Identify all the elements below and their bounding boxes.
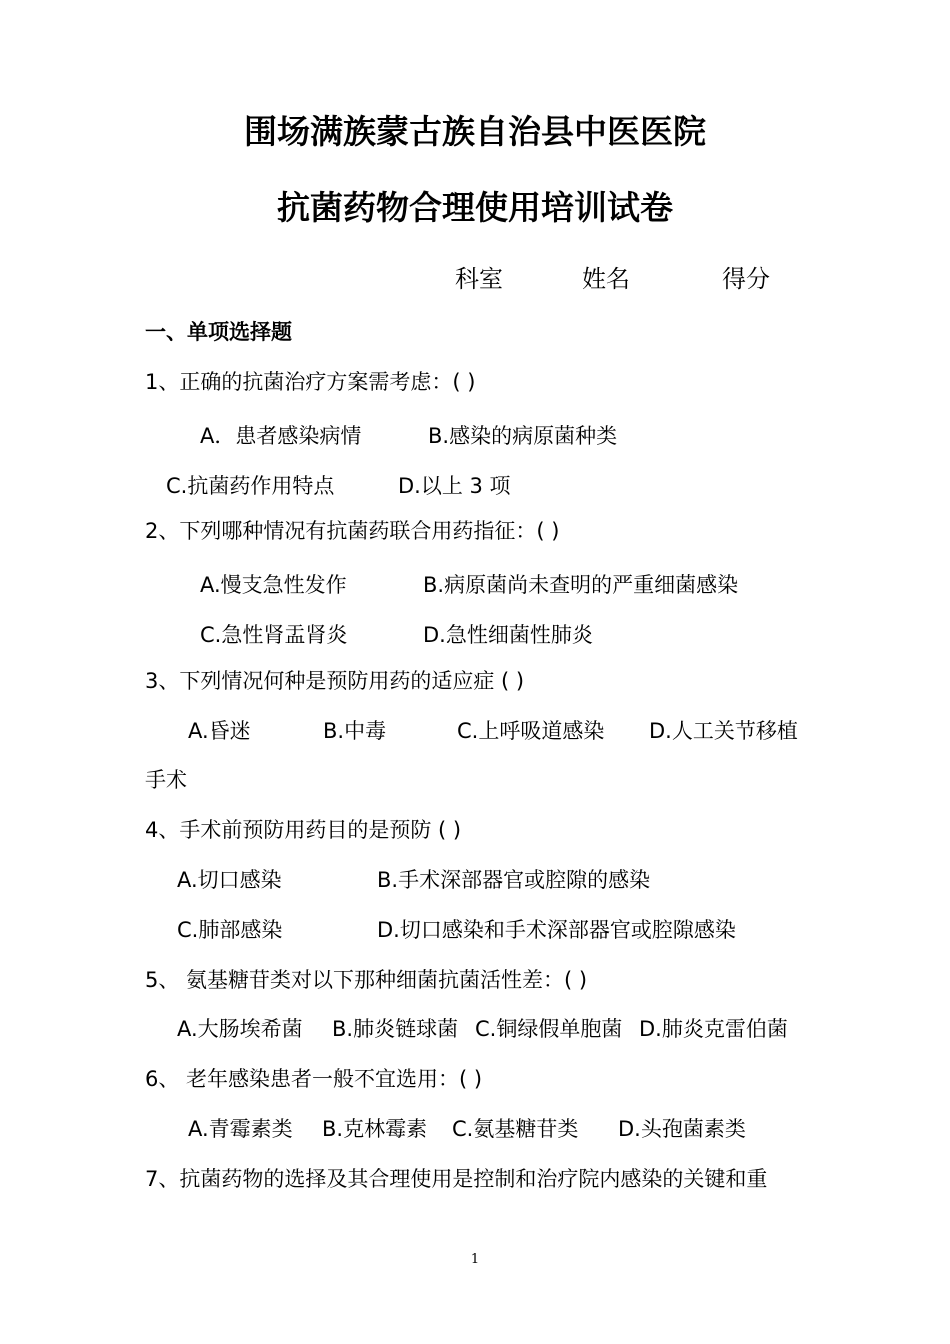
question-5-option-b: B.肺炎链球菌 — [332, 1017, 459, 1041]
question-2-option-a: A.慢支急性发作 — [200, 573, 347, 597]
question-7-stem: 7、抗菌药物的选择及其合理使用是控制和治疗院内感染的关键和重 — [145, 1167, 768, 1191]
question-3-option-d-continued: 手术 — [145, 768, 187, 792]
question-1-option-d: D.以上 3 项 — [398, 474, 511, 498]
question-4-option-c: C.肺部感染 — [177, 918, 283, 942]
question-1-option-c: C.抗菌药作用特点 — [166, 474, 335, 498]
question-5-option-d: D.肺炎克雷伯菌 — [639, 1017, 788, 1041]
department-label: 科室 — [455, 265, 503, 293]
document-title: 围场满族蒙古族自治县中医医院 — [244, 112, 706, 151]
question-3-option-d: D.人工关节移植 — [649, 719, 798, 743]
question-6-option-c: C.氨基糖苷类 — [452, 1117, 579, 1141]
question-6-option-b: B.克林霉素 — [322, 1117, 428, 1141]
question-1-stem: 1、正确的抗菌治疗方案需考虑：( ) — [145, 370, 476, 394]
score-label: 得分 — [722, 265, 770, 293]
question-3-option-c: C.上呼吸道感染 — [457, 719, 605, 743]
question-4-stem: 4、手术前预防用药目的是预防 ( ) — [145, 818, 462, 842]
question-2-option-b: B.病原菌尚未查明的严重细菌感染 — [423, 573, 739, 597]
question-2-option-d: D.急性细菌性肺炎 — [423, 623, 593, 647]
question-1-option-a: A．患者感染病情 — [200, 424, 362, 448]
question-4-option-b: B.手术深部器官或腔隙的感染 — [377, 868, 651, 892]
question-5-stem: 5、 氨基糖苷类对以下那种细菌抗菌活性差：( ) — [145, 968, 588, 992]
question-4-option-d: D.切口感染和手术深部器官或腔隙感染 — [377, 918, 736, 942]
question-4-option-a: A.切口感染 — [177, 868, 282, 892]
document-subtitle: 抗菌药物合理使用培训试卷 — [277, 188, 673, 227]
question-3-option-a: A.昏迷 — [188, 719, 251, 743]
question-6-option-d: D.头孢菌素类 — [618, 1117, 746, 1141]
question-5-option-c: C.铜绿假单胞菌 — [475, 1017, 623, 1041]
page-number: 1 — [470, 1252, 480, 1267]
question-6-option-a: A.青霉素类 — [188, 1117, 293, 1141]
section-heading: 一、单项选择题 — [145, 320, 292, 344]
question-5-option-a: A.大肠埃希菌 — [177, 1017, 303, 1041]
question-2-stem: 2、下列哪种情况有抗菌药联合用药指征：( ) — [145, 519, 560, 543]
question-2-option-c: C.急性肾盂肾炎 — [200, 623, 348, 647]
name-label: 姓名 — [582, 265, 630, 293]
question-3-option-b: B.中毒 — [323, 719, 387, 743]
question-1-option-b: B.感染的病原菌种类 — [428, 424, 618, 448]
question-3-stem: 3、下列情况何种是预防用药的适应症 ( ) — [145, 669, 525, 693]
question-6-stem: 6、 老年感染患者一般不宜选用：( ) — [145, 1067, 483, 1091]
